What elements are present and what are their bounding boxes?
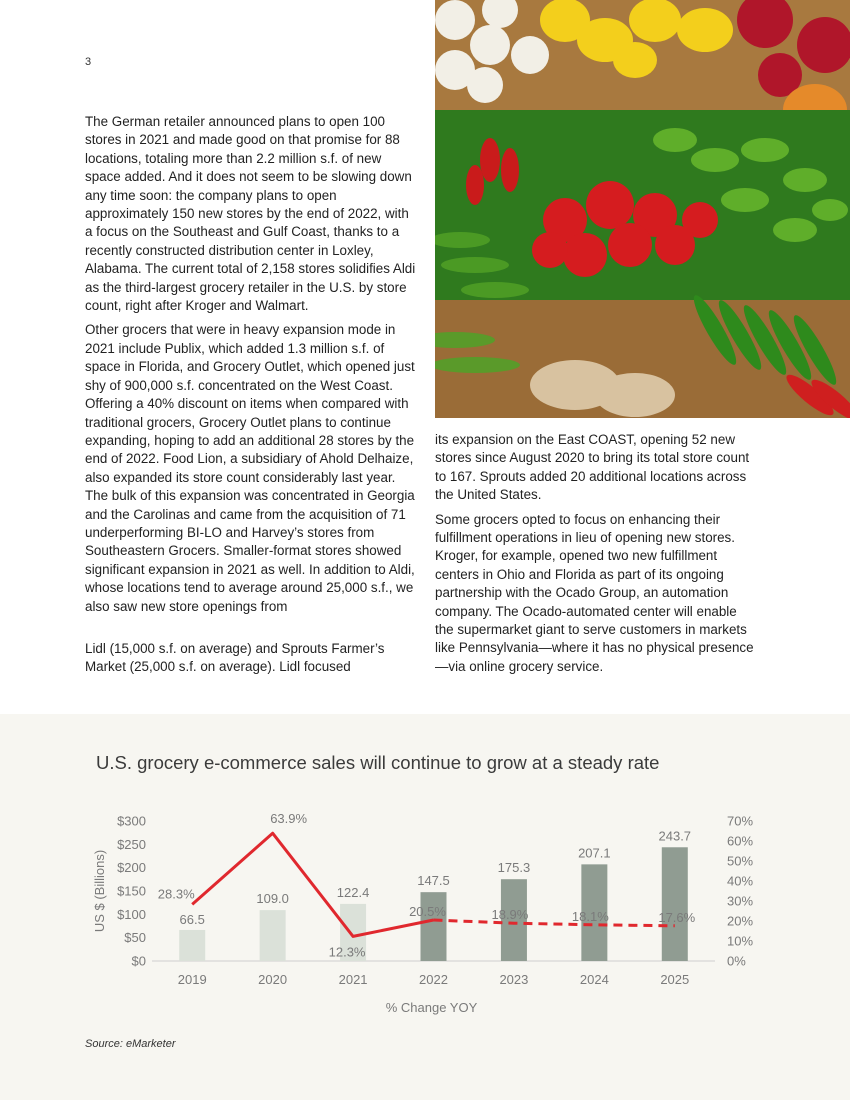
y2-tick-label: 0% bbox=[727, 953, 746, 969]
y2-tick-label: 70% bbox=[727, 813, 754, 829]
article-paragraph: Other grocers that were in heavy expansion mode in 2021 include Publix, which added 1.3 million s.f. of space in Florida, and Grocery Outlet, which opened just shy of 900,000 s.f. concentrated on the West Coast. Offering a 40% discount on items when compared with traditional grocers, Grocery Outlet plans to continue expanding, hoping to add an additional 28 stores by the end of 2022. Food Lion, a subsidiary of Ahold Delhaize, also expanded its store count considerably last year. The bulk of this expansion was concentrated in Georgia and the Carolinas and came from the acquisition of 71 underperforming BI-LO and Harvey’s stores from Southeastern Grocers. Smaller-format stores showed significant expansion in 2021 as well. In addition to Aldi, whose locations tend to average around 25,000 s.f., we also saw new store openings from bbox=[85, 322, 415, 614]
page-number: 3 bbox=[85, 56, 92, 68]
bar bbox=[260, 910, 286, 961]
bar-value-label: 207.1 bbox=[578, 845, 611, 861]
yoy-line-projected bbox=[434, 920, 675, 926]
article-paragraph: The German retailer announced plans to open 100 stores in 2021 and made good on that promise for 88 locations, totaling more than 2.2 million s.f. of new space added. And it does not seem to be slowing down any time soon: the company plans to open approximately 150 new stores by the end of 2022, with a focus on the Southeast and Gulf Coast, thanks to a recently constructed distribution center in Loxley, Alabama. The current total of 2,158 stores solidifies Aldi as the third-largest grocery retailer in the U.S. by store count, right after Kroger and Walmart. bbox=[85, 114, 416, 314]
y2-tick-label: 60% bbox=[727, 833, 754, 849]
bar bbox=[421, 892, 447, 961]
yoy-value-label: 28.3% bbox=[157, 886, 195, 902]
bar-value-label: 122.4 bbox=[336, 884, 370, 900]
article-column-right bbox=[435, 431, 755, 682]
yoy-value-label: 17.6% bbox=[658, 909, 696, 925]
bar bbox=[662, 847, 688, 961]
y-tick-label: $50 bbox=[124, 930, 146, 946]
bar-value-label: 147.5 bbox=[417, 873, 450, 889]
y2-tick-label: 20% bbox=[727, 913, 754, 929]
y-tick-label: $0 bbox=[131, 953, 146, 969]
ecommerce-sales-chart bbox=[0, 800, 850, 1025]
bar-value-label: 175.3 bbox=[497, 860, 531, 876]
y-tick-label: $100 bbox=[117, 906, 146, 922]
bar-value-label: 109.0 bbox=[256, 891, 289, 907]
bar bbox=[179, 930, 205, 961]
yoy-value-label: 18.9% bbox=[491, 907, 529, 923]
y2-tick-label: 30% bbox=[727, 893, 754, 909]
bar-value-label: 243.7 bbox=[658, 828, 692, 844]
y2-tick-label: 40% bbox=[727, 873, 754, 889]
yoy-value-label: 18.1% bbox=[571, 908, 609, 924]
y-tick-label: $150 bbox=[117, 883, 146, 899]
x-axis-title: % Change YOY bbox=[385, 1000, 478, 1015]
chart-title: U.S. grocery e-commerce sales will continue to grow at a steady rate bbox=[96, 752, 660, 773]
x-tick-label: 2022 bbox=[419, 972, 448, 987]
y2-tick-label: 50% bbox=[727, 853, 754, 869]
x-tick-label: 2021 bbox=[338, 972, 368, 987]
x-tick-label: 2024 bbox=[579, 972, 609, 987]
y-axis-title: US $ (Billions) bbox=[92, 849, 107, 933]
x-tick-label: 2025 bbox=[660, 972, 690, 987]
article-column-left bbox=[85, 113, 417, 622]
y-tick-label: $300 bbox=[117, 813, 146, 829]
y2-tick-label: 10% bbox=[727, 933, 754, 949]
yoy-value-label: 63.9% bbox=[270, 811, 308, 827]
yoy-line-actual bbox=[192, 833, 433, 936]
y-tick-label: $250 bbox=[117, 836, 146, 852]
article-paragraph: its expansion on the East COAST, opening 52 new stores since August 2020 to bring its total store count to 167. Sprouts added 20 additional locations across the United States. bbox=[435, 432, 750, 503]
article-paragraph: Some grocers opted to focus on enhancing their fulfillment operations in lieu of opening new stores. Kroger, for example, opened two new fulfillment centers in Ohio and Florida as part of its ongoing partnership with the Ocado Group, an automation company. The Ocado-automated center will enable the supermarket giant to serve customers in markets like Pennsylvania—where it has no physical presence—via online grocery service. bbox=[435, 511, 754, 674]
article-paragraph: Lidl (15,000 s.f. on average) and Sprouts Farmer’s Market (25,000 s.f. on average). Lidl focused bbox=[85, 641, 385, 675]
x-tick-label: 2023 bbox=[499, 972, 529, 987]
bar-value-label: 66.5 bbox=[179, 911, 205, 927]
x-tick-label: 2019 bbox=[177, 972, 207, 987]
article-column-left-continued bbox=[85, 640, 417, 683]
chart-source: Source: eMarketer bbox=[85, 1038, 176, 1050]
y-tick-label: $200 bbox=[117, 860, 146, 876]
yoy-value-label: 20.5% bbox=[409, 904, 446, 919]
yoy-value-label: 12.3% bbox=[328, 944, 366, 960]
produce-photo bbox=[435, 0, 850, 418]
x-tick-label: 2020 bbox=[258, 972, 288, 987]
